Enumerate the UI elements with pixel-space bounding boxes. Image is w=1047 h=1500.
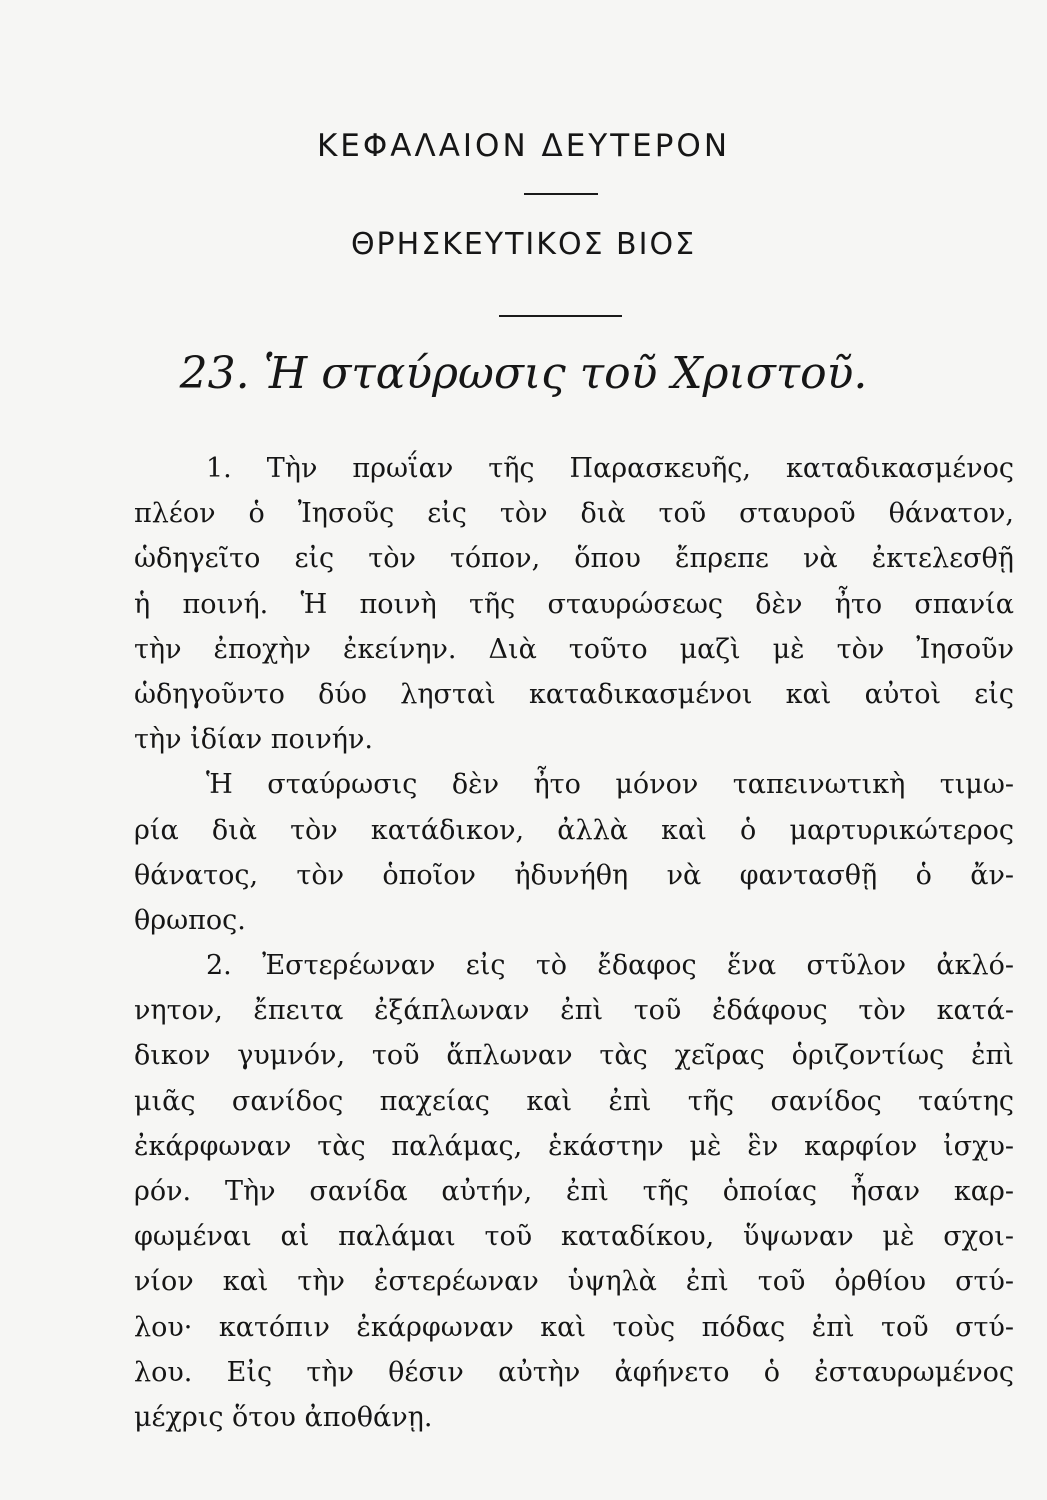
body-text xyxy=(134,446,1014,1440)
text-line: νίον καὶ τὴν ἐστερέωναν ὑψηλὰ ἐπὶ τοῦ ὀρθίου στύ- xyxy=(134,1266,1014,1298)
text-line: λου· κατόπιν ἐκάρφωναν καὶ τοὺς πόδας ἐπὶ τοῦ στύ- xyxy=(134,1311,1014,1343)
section-heading: ΘΡΗΣΚΕΥΤΙΚΟΣ ΒΙΟΣ xyxy=(350,227,697,262)
text-line: φωμέναι αἱ παλάμαι τοῦ καταδίκου, ὕψωναν μὲ σχοι- xyxy=(134,1221,1014,1253)
divider-rule xyxy=(499,315,622,317)
text-line: θρωπος. xyxy=(134,904,246,936)
text-line: λου. Εἰς τὴν θέσιν αὐτὴν ἀφήνετο ὁ ἐσταυρωμένος xyxy=(134,1356,1014,1388)
text-line: ρόν. Τὴν σανίδα αὐτήν, ἐπὶ τῆς ὁποίας ἦσαν καρ- xyxy=(134,1176,1014,1207)
text-line: ἡ ποινή. Ἡ ποινὴ τῆς σταυρώσεως δὲν ἦτο σπανία xyxy=(134,588,1014,620)
text-line: ρία διὰ τὸν κατάδικον, ἀλλὰ καὶ ὁ μαρτυρικώτερος xyxy=(134,814,1014,846)
text-line: νητον, ἔπειτα ἐξάπλωναν ἐπὶ τοῦ ἐδάφους τὸν κατά- xyxy=(134,995,1014,1027)
text-line: θάνατος, τὸν ὁποῖον ἠδυνήθη νὰ φαντασθῇ ὁ ἄν- xyxy=(134,859,1014,891)
text-line: Ἡ σταύρωσις δὲν ἦτο μόνον ταπεινωτικὴ τιμω- xyxy=(206,769,1014,801)
text-line: δικον γυμνόν, τοῦ ἅπλωναν τὰς χεῖρας ὁριζοντίως ἐπὶ xyxy=(134,1040,1014,1072)
text-line: πλέον ὁ Ἰησοῦς εἰς τὸν διὰ τοῦ σταυροῦ θάνατον, xyxy=(134,498,1014,530)
chapter-heading: ΚΕΦΑΛΑΙΟΝ ΔΕΥΤΕΡΟΝ xyxy=(316,128,731,164)
text-line: μιᾶς σανίδος παχείας καὶ ἐπὶ τῆς σανίδος ταύτης xyxy=(134,1085,1014,1117)
text-line: μέχρις ὅτου ἀποθάνῃ. xyxy=(134,1401,433,1433)
divider-rule xyxy=(524,193,598,195)
text-line: ἐκάρφωναν τὰς παλάμας, ἑκάστην μὲ ἓν καρφίον ἰσχυ- xyxy=(134,1130,1014,1162)
text-line: τὴν ἐποχὴν ἐκείνην. Διὰ τοῦτο μαζὶ μὲ τὸν Ἰησοῦν xyxy=(134,633,1014,665)
text-line: 1. Τὴν πρωΐαν τῆς Παρασκευῆς, καταδικασμένος xyxy=(206,453,1014,484)
text-line: τὴν ἰδίαν ποινήν. xyxy=(134,724,373,756)
text-line: ὡδηγοῦντο δύο λησταὶ καταδικασμένοι καὶ αὐτοὶ εἰς xyxy=(134,678,1014,710)
text-line: 2. Ἐστερέωναν εἰς τὸ ἔδαφος ἕνα στῦλον ἀκλό- xyxy=(206,950,1014,982)
text-line: ὡδηγεῖτο εἰς τὸν τόπον, ὅπου ἔπρεπε νὰ ἐκτελεσθῇ xyxy=(134,543,1014,575)
lesson-title: 23. Ἡ σταύρωσις τοῦ Χριστοῦ. xyxy=(179,348,868,399)
